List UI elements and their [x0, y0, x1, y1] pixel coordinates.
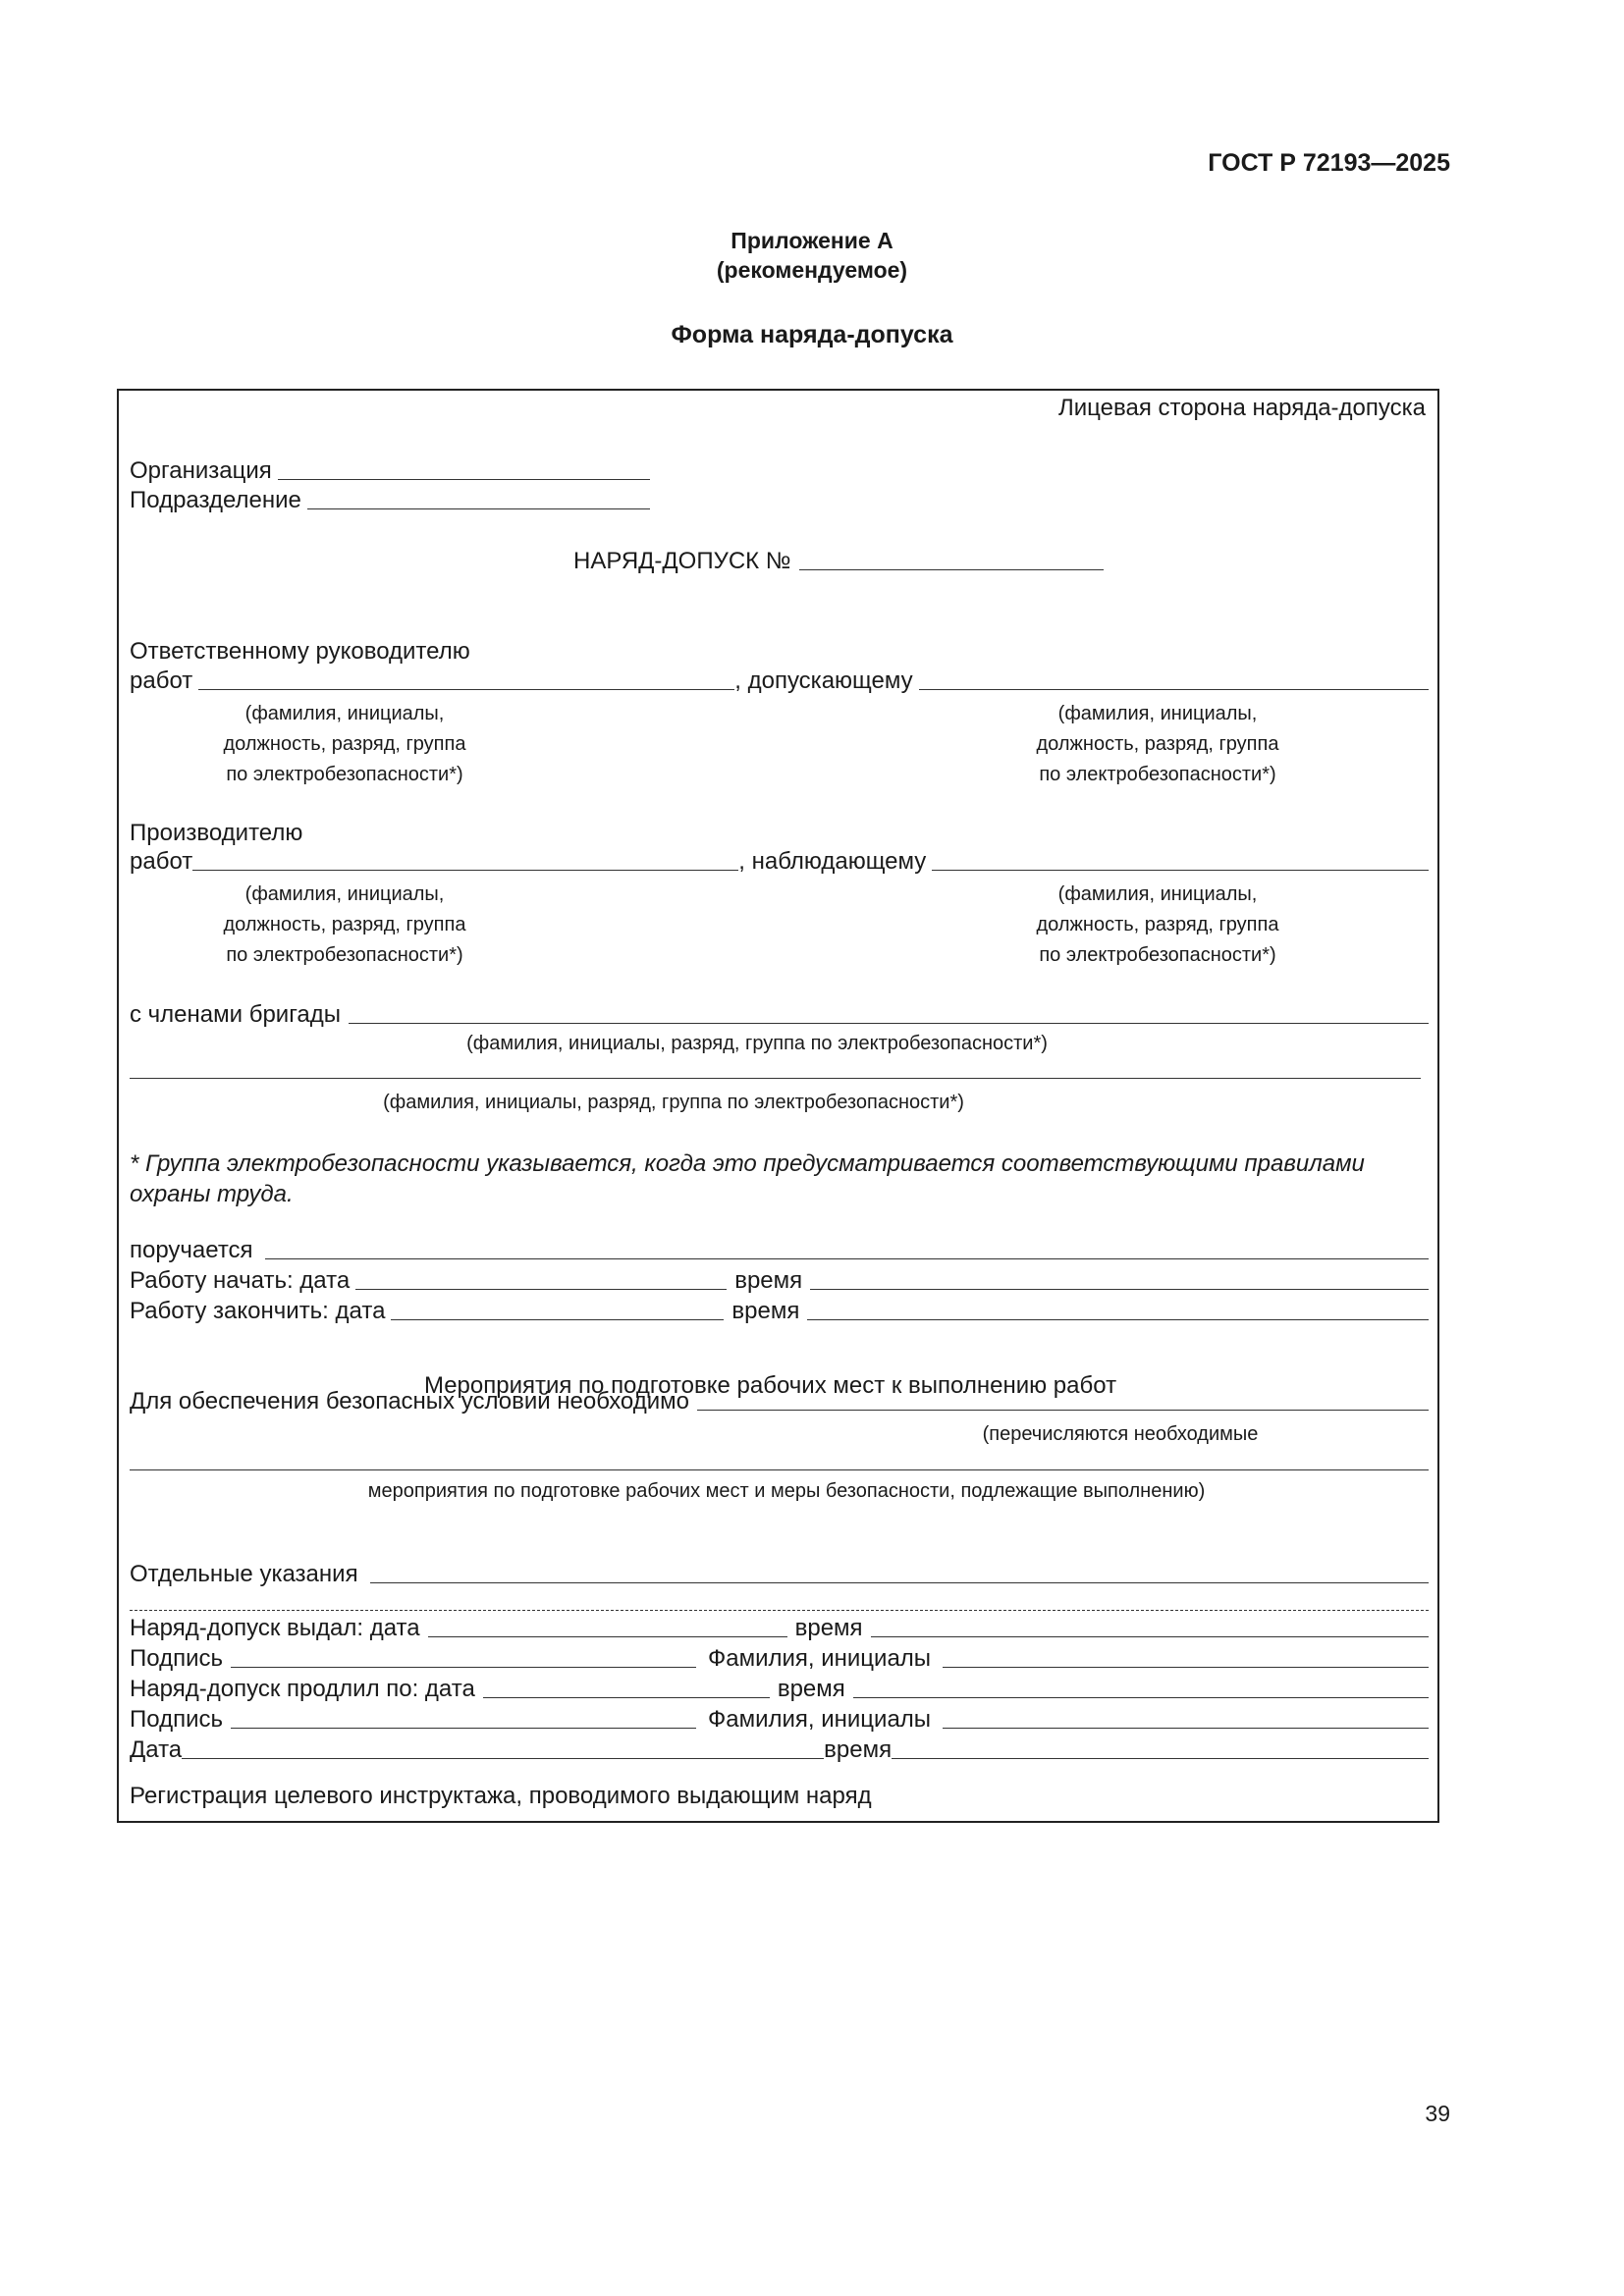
manager-hint: (фамилия, инициалы, должность, разряд, группа по электробезопасности*) [223, 703, 466, 785]
issued-row [130, 1613, 1429, 1642]
producer-field[interactable] [192, 870, 738, 871]
special-field[interactable] [370, 1582, 1429, 1583]
observer-label: , наблюдающему [738, 848, 927, 875]
extended-date-field[interactable] [483, 1697, 770, 1698]
issued-time-label: время [794, 1615, 863, 1641]
annex-title: Приложение А [731, 228, 893, 253]
issued-label: Наряд-допуск выдал: дата [130, 1615, 420, 1641]
issued-signature-row [130, 1643, 1429, 1673]
special-field-2[interactable] [130, 1610, 1429, 1611]
admitting-field[interactable] [919, 689, 1429, 690]
form-title: Форма наряда-допуска [671, 321, 953, 348]
signature-label-2: Подпись [130, 1706, 223, 1733]
crew-hint: (фамилия, инициалы, разряд, группа по электробезопасности*) [466, 1033, 1048, 1054]
time-field[interactable] [892, 1758, 1429, 1759]
extended-label: Наряд-допуск продлил по: дата [130, 1676, 475, 1702]
footnote: * Группа электробезопасности указывается, когда это предусматривается соответствующими правилами охраны труда. [130, 1150, 1365, 1207]
works-label-2: работ [130, 848, 193, 875]
responsible-manager-label: Ответственному руководителю [130, 638, 470, 665]
observer-field[interactable] [932, 870, 1429, 871]
division-label: Подразделение [130, 487, 301, 513]
division-field[interactable] [307, 508, 650, 509]
issued-name-field[interactable] [943, 1667, 1429, 1668]
end-date-field[interactable] [391, 1319, 724, 1320]
crew-field[interactable] [349, 1023, 1429, 1024]
crew-hint-2: (фамилия, инициалы, разряд, группа по электробезопасности*) [383, 1092, 964, 1113]
crew-row [130, 999, 1429, 1029]
time-label: время [824, 1736, 893, 1763]
briefing-label: Регистрация целевого инструктажа, проводимого выдающим наряд [130, 1783, 872, 1809]
permit-number-field[interactable] [799, 569, 1104, 570]
crew-field-2[interactable] [130, 1078, 1421, 1079]
end-row [130, 1296, 1429, 1325]
special-row [130, 1559, 1429, 1588]
start-time-field[interactable] [810, 1289, 1429, 1290]
document-code: ГОСТ Р 72193—2025 [1208, 149, 1450, 177]
assigned-label: поручается [130, 1237, 253, 1263]
page-number: 39 [1425, 2101, 1450, 2126]
measures-hint-2: мероприятия по подготовке рабочих мест и меры безопасности, подлежащие выполнению) [367, 1480, 1206, 1502]
measures-hint-1: (перечисляются необходимые [982, 1423, 1259, 1445]
extended-row [130, 1674, 1429, 1703]
permit-form-frame [117, 389, 1439, 1823]
division-row [130, 485, 650, 514]
extended-signature-field[interactable] [231, 1728, 696, 1729]
assigned-field[interactable] [265, 1258, 1429, 1259]
date-time-row [130, 1735, 1429, 1764]
safety-label: Для обеспечения безопасных условий необходимо [130, 1388, 689, 1415]
assigned-row [130, 1235, 1429, 1264]
admitting-hint: (фамилия, инициалы, должность, разряд, группа по электробезопасности*) [1036, 703, 1279, 785]
organization-field[interactable] [278, 479, 650, 480]
extended-time-field[interactable] [853, 1697, 1429, 1698]
measures-title: Мероприятия по подготовке рабочих мест к выполнению работ [423, 1372, 1117, 1399]
special-row-2 [130, 1586, 1429, 1616]
manager-admitting-row [130, 666, 1429, 695]
works-label: работ [130, 667, 193, 694]
issued-date-field[interactable] [428, 1636, 787, 1637]
end-time-field[interactable] [807, 1319, 1429, 1320]
annex-status: (рекомендуемое) [716, 257, 908, 283]
permit-number-row [573, 546, 1104, 575]
start-row [130, 1265, 1429, 1295]
name-label: Фамилия, инициалы [707, 1645, 932, 1672]
measures-row-2 [130, 1446, 1429, 1475]
side-label: Лицевая сторона наряда-допуска [1058, 395, 1426, 421]
observer-hint: (фамилия, инициалы, должность, разряд, группа по электробезопасности*) [1036, 883, 1279, 966]
extended-signature-row [130, 1704, 1429, 1734]
safety-field[interactable] [697, 1410, 1429, 1411]
issued-time-field[interactable] [871, 1636, 1429, 1637]
end-date-label: Работу закончить: дата [130, 1298, 386, 1324]
signature-label: Подпись [130, 1645, 223, 1672]
crew-label: с членами бригады [130, 1001, 342, 1028]
measures-field-2[interactable] [130, 1469, 1429, 1470]
crew-row-2 [130, 1054, 1421, 1084]
extended-time-label: время [777, 1676, 845, 1702]
producer-hint: (фамилия, инициалы, должность, разряд, группа по электробезопасности*) [223, 883, 466, 966]
date-label: Дата [130, 1736, 183, 1763]
safety-row [130, 1386, 1429, 1415]
date-field[interactable] [182, 1758, 824, 1759]
issued-signature-field[interactable] [231, 1667, 696, 1668]
producer-label: Производителю [130, 820, 303, 846]
organization-row [130, 455, 650, 485]
end-time-label: время [731, 1298, 800, 1324]
organization-label: Организация [130, 457, 272, 484]
producer-observer-row [130, 846, 1429, 876]
admitting-label: , допускающему [734, 667, 913, 694]
special-label: Отдельные указания [130, 1561, 358, 1587]
permit-number-label: НАРЯД-ДОПУСК № [573, 548, 791, 574]
start-date-label: Работу начать: дата [130, 1267, 351, 1294]
start-date-field[interactable] [355, 1289, 727, 1290]
start-time-label: время [734, 1267, 803, 1294]
name-label-2: Фамилия, инициалы [707, 1706, 932, 1733]
extended-name-field[interactable] [943, 1728, 1429, 1729]
responsible-manager-field[interactable] [198, 689, 734, 690]
